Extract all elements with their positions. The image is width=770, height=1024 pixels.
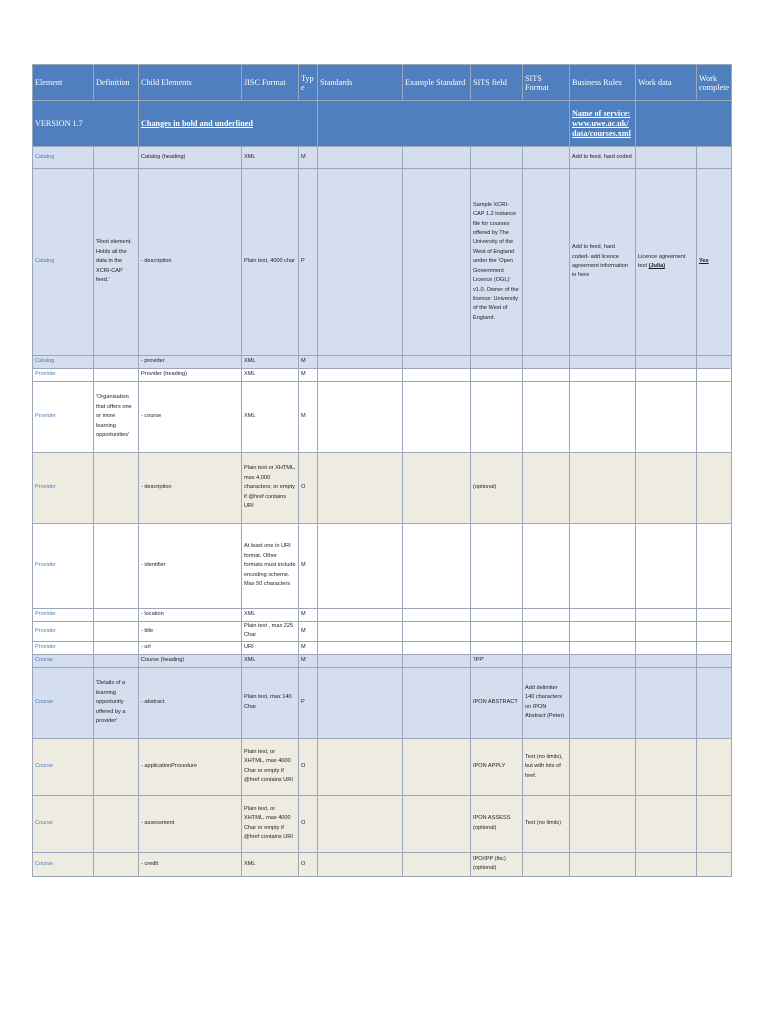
sits-format-cell: [523, 369, 570, 382]
sits-field-cell: [471, 382, 523, 453]
work-complete-cell: [697, 622, 732, 642]
standards-cell: [318, 382, 403, 453]
sits-format-cell: [523, 852, 570, 876]
child-element-cell: - credit: [139, 852, 242, 876]
standards-cell: [318, 667, 403, 738]
work-complete-cell: [697, 382, 732, 453]
type-cell: M: [299, 147, 318, 169]
sits-field-cell: IPO/IPP (tbc) (optional): [471, 852, 523, 876]
example-standard-cell: [403, 654, 471, 667]
definition-cell: 'Organisation that offers one or more learning opportunities': [94, 382, 139, 453]
child-element-cell: - course: [139, 382, 242, 453]
sits-field-cell: IPON APPLY: [471, 738, 523, 795]
element-cell: Provider: [33, 641, 94, 654]
jisc-format-cell: Plain text or XHTML, max 4,000 characters; or empty if @href contains URI: [242, 453, 299, 524]
element-cell: Course: [33, 738, 94, 795]
work-complete-cell: [697, 795, 732, 852]
example-standard-cell: [403, 609, 471, 622]
work-data-cell: [636, 667, 697, 738]
table-row: [33, 382, 732, 453]
type-cell: O: [299, 795, 318, 852]
work-complete-cell: [697, 169, 732, 356]
standards-cell: [318, 641, 403, 654]
table-row: [33, 147, 732, 169]
child-element-cell: - title: [139, 622, 242, 642]
example-standard-cell: [403, 147, 471, 169]
sits-format-cell: Text (no limits), but with lots of href.: [523, 738, 570, 795]
definition-cell: [94, 641, 139, 654]
child-element-cell: - applicationProcedure: [139, 738, 242, 795]
table-row: [33, 641, 732, 654]
sits-field-cell: [471, 622, 523, 642]
work-data-cell: [636, 382, 697, 453]
element-cell: Course: [33, 795, 94, 852]
type-cell: P: [299, 667, 318, 738]
sits-field-cell: [471, 147, 523, 169]
example-standard-cell: [403, 622, 471, 642]
definition-cell: [94, 356, 139, 369]
work-data-text: Licence agreement text (Julia): [638, 253, 686, 269]
header-type: Type: [299, 65, 318, 101]
table-row: [33, 356, 732, 369]
header-jisc-format: JISC Format: [242, 65, 299, 101]
header-row: [33, 65, 732, 101]
definition-cell: [94, 852, 139, 876]
element-cell: Provider: [33, 369, 94, 382]
child-element-cell: Course (heading): [139, 654, 242, 667]
business-rules-cell: [570, 524, 636, 609]
work-data-cell: [636, 738, 697, 795]
sits-field-cell: IPON ASSESS (optional): [471, 795, 523, 852]
version-note: Changes in bold and underlined: [141, 118, 253, 128]
header-sits-format: SITS Format: [523, 65, 570, 101]
element-cell: Provider: [33, 524, 94, 609]
sits-format-cell: Text (no limits): [523, 795, 570, 852]
element-cell: Provider: [33, 453, 94, 524]
element-cell: Provider: [33, 609, 94, 622]
business-rules-cell: [570, 609, 636, 622]
sits-format-cell: [523, 524, 570, 609]
sits-field-cell: [471, 369, 523, 382]
definition-cell: 'Details of a learning opportunity offered by a provider': [94, 667, 139, 738]
table-row: [33, 609, 732, 622]
jisc-format-cell: Plain text, or XHTML, max 4000 Char or empty if @href contains URI: [242, 795, 299, 852]
sits-field-cell: [471, 609, 523, 622]
business-rules-cell: [570, 852, 636, 876]
work-complete-cell: [697, 609, 732, 622]
definition-cell: [94, 654, 139, 667]
jisc-format-cell: At least one in URI format. Other formats must include encoding scheme. Max 50 characters: [242, 524, 299, 609]
element-cell: Catalog: [33, 147, 94, 169]
definition-cell: [94, 369, 139, 382]
work-data-cell: [636, 609, 697, 622]
jisc-format-cell: URI: [242, 641, 299, 654]
jisc-format-cell: Plain text, 4000 char: [242, 169, 299, 356]
version-row: [33, 101, 732, 147]
sits-field-cell: Sample XCRI-CAP 1.2 instance file for courses offered by The University of the West of England under the 'Open Government Licence (OGL)' v1.0. Owner of the licence: University of the West of England.: [471, 169, 523, 356]
table-row: [33, 622, 732, 642]
business-rules-cell: [570, 382, 636, 453]
header-standards: Standards: [318, 65, 403, 101]
business-rules-cell: [570, 738, 636, 795]
sits-format-cell: [523, 622, 570, 642]
sits-format-cell: Add delimiter 140 characters on IPON Abstract (Peter): [523, 667, 570, 738]
standards-cell: [318, 795, 403, 852]
header-definition: Definition: [94, 65, 139, 101]
business-rules-cell: [570, 453, 636, 524]
sits-format-cell: [523, 147, 570, 169]
child-element-cell: Provider (heading): [139, 369, 242, 382]
work-data-cell: [636, 795, 697, 852]
element-cell: Provider: [33, 622, 94, 642]
table-row: [33, 795, 732, 852]
work-data-cell: [636, 852, 697, 876]
version-label: VERSION 1.7: [33, 101, 139, 147]
work-complete-cell: [697, 356, 732, 369]
standards-cell: [318, 147, 403, 169]
header-business-rules: Business Rules: [570, 65, 636, 101]
business-rules-cell: [570, 369, 636, 382]
service-link[interactable]: Name of service: www.uwe.ac.uk/data/courses.xml: [572, 108, 631, 138]
example-standard-cell: [403, 524, 471, 609]
child-element-cell: - identifier: [139, 524, 242, 609]
jisc-format-cell: XML: [242, 356, 299, 369]
table-row: [33, 667, 732, 738]
definition-cell: 'Root element. Holds all the data in the XCRI-CAP feed.': [94, 169, 139, 356]
table-row: [33, 654, 732, 667]
element-cell: Course: [33, 852, 94, 876]
sits-format-cell: [523, 654, 570, 667]
type-cell: M: [299, 609, 318, 622]
example-standard-cell: [403, 453, 471, 524]
work-complete-cell: [697, 738, 732, 795]
example-standard-cell: [403, 356, 471, 369]
definition-cell: [94, 622, 139, 642]
type-cell: O: [299, 453, 318, 524]
definition-cell: [94, 524, 139, 609]
work-complete-cell: [697, 654, 732, 667]
sits-field-cell: (optional): [471, 453, 523, 524]
example-standard-cell: [403, 795, 471, 852]
work-complete-text: Yes: [699, 258, 709, 265]
standards-cell: [318, 356, 403, 369]
jisc-format-cell: XML: [242, 852, 299, 876]
table-row: [33, 524, 732, 609]
element-cell: Catalog: [33, 356, 94, 369]
table-row: [33, 453, 732, 524]
work-complete-cell: [697, 641, 732, 654]
header-work-complete: Work complete: [697, 65, 732, 101]
sits-field-cell: IPON ABSTRACT: [471, 667, 523, 738]
sits-format-cell: [523, 453, 570, 524]
example-standard-cell: [403, 667, 471, 738]
jisc-format-cell: XML: [242, 654, 299, 667]
type-cell: M: [299, 654, 318, 667]
sits-field-cell: 'IPP': [471, 654, 523, 667]
example-standard-cell: [403, 852, 471, 876]
business-rules-cell: [570, 654, 636, 667]
table-row: [33, 169, 732, 356]
child-element-cell: - provider: [139, 356, 242, 369]
standards-cell: [318, 453, 403, 524]
child-element-cell: Catalog (heading): [139, 147, 242, 169]
business-rules-cell: [570, 622, 636, 642]
table-row: [33, 852, 732, 876]
header-work-data: Work data: [636, 65, 697, 101]
type-cell: M: [299, 641, 318, 654]
definition-cell: [94, 147, 139, 169]
element-cell: Course: [33, 654, 94, 667]
work-complete-cell: [697, 524, 732, 609]
child-element-cell: - abstract: [139, 667, 242, 738]
jisc-format-cell: Plain text, or XHTML, max 4000 Char or empty if @href contains URI: [242, 738, 299, 795]
standards-cell: [318, 622, 403, 642]
sits-field-cell: [471, 524, 523, 609]
table-row: [33, 738, 732, 795]
child-element-cell: - url: [139, 641, 242, 654]
standards-cell: [318, 169, 403, 356]
example-standard-cell: [403, 641, 471, 654]
business-rules-cell: [570, 667, 636, 738]
child-element-cell: - description: [139, 169, 242, 356]
definition-cell: [94, 738, 139, 795]
standards-cell: [318, 369, 403, 382]
work-data-cell: [636, 356, 697, 369]
sits-format-cell: [523, 356, 570, 369]
type-cell: M: [299, 356, 318, 369]
sits-format-cell: [523, 382, 570, 453]
work-complete-cell: [697, 852, 732, 876]
type-cell: M: [299, 382, 318, 453]
work-complete-cell: [697, 667, 732, 738]
work-data-cell: [636, 369, 697, 382]
jisc-format-cell: XML: [242, 369, 299, 382]
standards-cell: [318, 654, 403, 667]
work-data-cell: [636, 169, 697, 356]
type-cell: O: [299, 738, 318, 795]
child-element-cell: - description: [139, 453, 242, 524]
work-data-cell: [636, 641, 697, 654]
jisc-format-cell: XML: [242, 382, 299, 453]
work-complete-cell: [697, 453, 732, 524]
element-cell: Course: [33, 667, 94, 738]
header-element: Element: [33, 65, 94, 101]
standards-cell: [318, 524, 403, 609]
business-rules-cell: Add to feed, hard coded- add licence agreement information in here: [570, 169, 636, 356]
example-standard-cell: [403, 738, 471, 795]
business-rules-cell: [570, 641, 636, 654]
sits-field-cell: [471, 641, 523, 654]
element-cell: Provider: [33, 382, 94, 453]
definition-cell: [94, 453, 139, 524]
header-child-elements: Child Elements: [139, 65, 242, 101]
work-complete-cell: [697, 369, 732, 382]
child-element-cell: - location: [139, 609, 242, 622]
sits-format-cell: [523, 169, 570, 356]
type-cell: M: [299, 622, 318, 642]
work-data-cell: [636, 453, 697, 524]
jisc-format-cell: Plain text , max 225 Char: [242, 622, 299, 642]
type-cell: M: [299, 369, 318, 382]
business-rules-cell: [570, 795, 636, 852]
business-rules-cell: Add to feed, hard coded: [570, 147, 636, 169]
header-sits-field: SITS field: [471, 65, 523, 101]
sits-field-cell: [471, 356, 523, 369]
work-complete-cell: [697, 147, 732, 169]
standards-cell: [318, 852, 403, 876]
standards-cell: [318, 738, 403, 795]
spec-table: [32, 64, 732, 877]
standards-cell: [318, 609, 403, 622]
header-example-standard: Example Standard: [403, 65, 471, 101]
definition-cell: [94, 795, 139, 852]
element-cell: Catalog: [33, 169, 94, 356]
work-data-cell: [636, 654, 697, 667]
jisc-format-cell: XML: [242, 609, 299, 622]
child-element-cell: - assessment: [139, 795, 242, 852]
type-cell: P: [299, 169, 318, 356]
example-standard-cell: [403, 382, 471, 453]
business-rules-cell: [570, 356, 636, 369]
work-data-cell: [636, 622, 697, 642]
sits-format-cell: [523, 609, 570, 622]
sits-format-cell: [523, 641, 570, 654]
work-data-cell: [636, 524, 697, 609]
example-standard-cell: [403, 169, 471, 356]
example-standard-cell: [403, 369, 471, 382]
type-cell: M: [299, 524, 318, 609]
jisc-format-cell: Plain text, max 140 Char: [242, 667, 299, 738]
table-row: [33, 369, 732, 382]
jisc-format-cell: XML: [242, 147, 299, 169]
definition-cell: [94, 609, 139, 622]
work-data-cell: [636, 147, 697, 169]
type-cell: O: [299, 852, 318, 876]
